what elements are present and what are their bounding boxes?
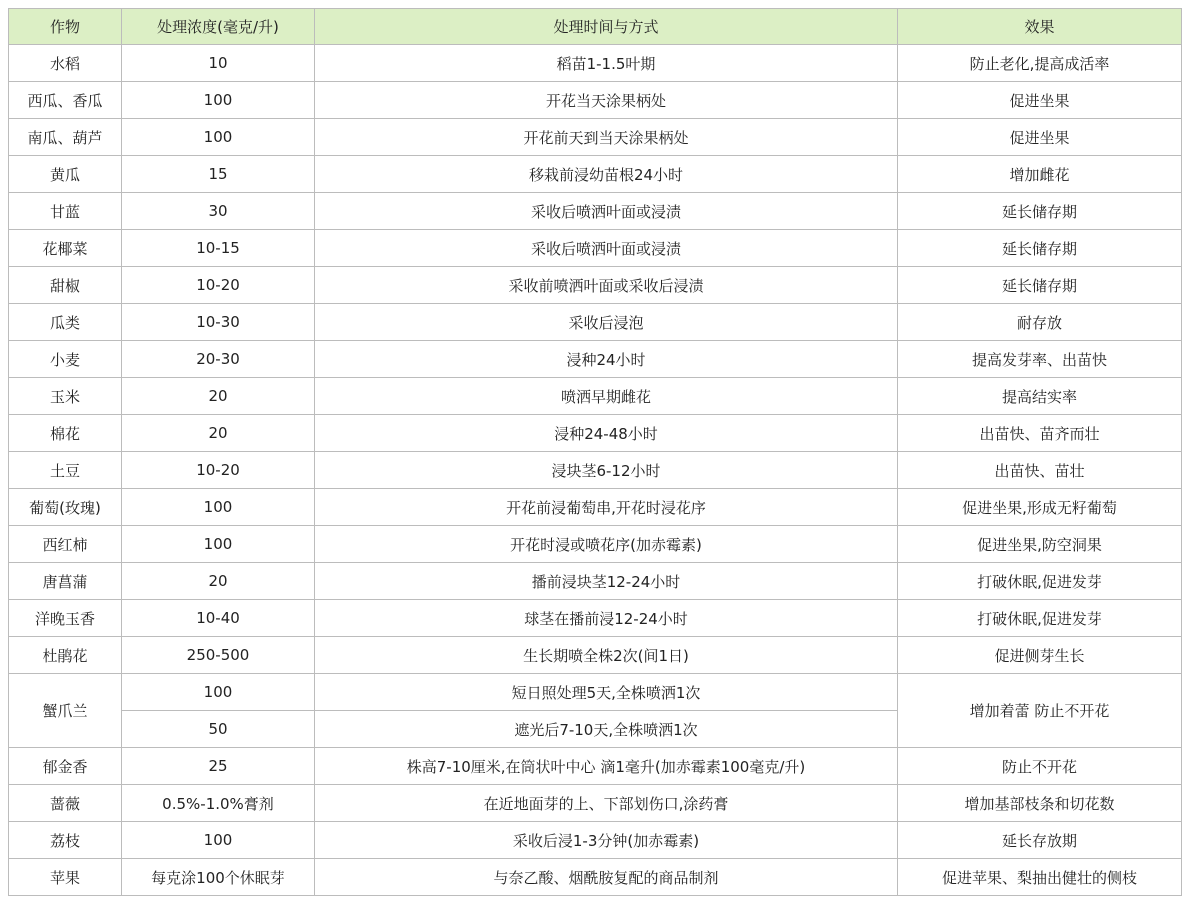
header-effect: 效果 <box>898 9 1182 45</box>
effect-cell: 促进坐果 <box>898 119 1182 156</box>
crop-cell: 荔枝 <box>9 822 122 859</box>
method-cell: 株高7-10厘米,在筒状叶中心 滴1毫升(加赤霉素100毫克/升) <box>315 748 898 785</box>
plant-regulator-table <box>8 8 1182 896</box>
table-header <box>9 9 1182 45</box>
crop-cell: 葡萄(玫瑰) <box>9 489 122 526</box>
table-row <box>9 526 1182 563</box>
crop-cell: 黄瓜 <box>9 156 122 193</box>
concentration-cell: 20 <box>122 378 315 415</box>
crop-cell: 蔷薇 <box>9 785 122 822</box>
concentration-cell: 100 <box>122 489 315 526</box>
table-row <box>9 82 1182 119</box>
effect-cell: 增加着蕾 防止不开花 <box>898 674 1182 748</box>
effect-cell: 防止老化,提高成活率 <box>898 45 1182 82</box>
table-row <box>9 230 1182 267</box>
concentration-cell: 10-15 <box>122 230 315 267</box>
method-cell: 稻苗1-1.5叶期 <box>315 45 898 82</box>
method-cell: 遮光后7-10天,全株喷洒1次 <box>315 711 898 748</box>
crop-cell: 唐菖蒲 <box>9 563 122 600</box>
effect-cell: 延长储存期 <box>898 230 1182 267</box>
method-cell: 球茎在播前浸12-24小时 <box>315 600 898 637</box>
method-cell: 移栽前浸幼苗根24小时 <box>315 156 898 193</box>
crop-cell: 花椰菜 <box>9 230 122 267</box>
table-row <box>9 785 1182 822</box>
crop-cell: 洋晚玉香 <box>9 600 122 637</box>
crop-cell: 西瓜、香瓜 <box>9 82 122 119</box>
table-row <box>9 193 1182 230</box>
method-cell: 生长期喷全株2次(间1日) <box>315 637 898 674</box>
table-row <box>9 45 1182 82</box>
method-cell: 开花前浸葡萄串,开花时浸花序 <box>315 489 898 526</box>
plant-regulator-table-container <box>8 8 1181 896</box>
crop-cell: 甘蓝 <box>9 193 122 230</box>
method-cell: 开花当天涂果柄处 <box>315 82 898 119</box>
effect-cell: 打破休眠,促进发芽 <box>898 563 1182 600</box>
method-cell: 播前浸块茎12-24小时 <box>315 563 898 600</box>
concentration-cell: 25 <box>122 748 315 785</box>
effect-cell: 促进苹果、梨抽出健壮的侧枝 <box>898 859 1182 896</box>
method-cell: 与奈乙酸、烟酰胺复配的商品制剂 <box>315 859 898 896</box>
concentration-cell: 10-40 <box>122 600 315 637</box>
concentration-cell: 20 <box>122 415 315 452</box>
effect-cell: 打破休眠,促进发芽 <box>898 600 1182 637</box>
table-row <box>9 489 1182 526</box>
crop-cell: 甜椒 <box>9 267 122 304</box>
crop-cell: 苹果 <box>9 859 122 896</box>
method-cell: 短日照处理5天,全株喷洒1次 <box>315 674 898 711</box>
crop-cell: 玉米 <box>9 378 122 415</box>
crop-cell: 水稻 <box>9 45 122 82</box>
effect-cell: 出苗快、苗壮 <box>898 452 1182 489</box>
table-row <box>9 156 1182 193</box>
crop-cell: 蟹爪兰 <box>9 674 122 748</box>
header-concentration: 处理浓度(毫克/升) <box>122 9 315 45</box>
table-row <box>9 637 1182 674</box>
crop-cell: 郁金香 <box>9 748 122 785</box>
table-row-merged <box>9 674 1182 711</box>
concentration-cell: 30 <box>122 193 315 230</box>
method-cell: 喷洒早期雌花 <box>315 378 898 415</box>
effect-cell: 延长储存期 <box>898 193 1182 230</box>
method-cell: 在近地面芽的上、下部划伤口,涂药膏 <box>315 785 898 822</box>
concentration-cell: 10 <box>122 45 315 82</box>
header-crop: 作物 <box>9 9 122 45</box>
crop-cell: 棉花 <box>9 415 122 452</box>
effect-cell: 增加基部枝条和切花数 <box>898 785 1182 822</box>
method-cell: 采收后喷洒叶面或浸渍 <box>315 230 898 267</box>
header-method: 处理时间与方式 <box>315 9 898 45</box>
crop-cell: 瓜类 <box>9 304 122 341</box>
table-row <box>9 748 1182 785</box>
method-cell: 浸种24小时 <box>315 341 898 378</box>
concentration-cell: 100 <box>122 526 315 563</box>
crop-cell: 西红柿 <box>9 526 122 563</box>
crop-cell: 杜鹃花 <box>9 637 122 674</box>
effect-cell: 出苗快、苗齐而壮 <box>898 415 1182 452</box>
table-row <box>9 119 1182 156</box>
method-cell: 开花时浸或喷花序(加赤霉素) <box>315 526 898 563</box>
effect-cell: 耐存放 <box>898 304 1182 341</box>
concentration-cell: 0.5%-1.0%膏剂 <box>122 785 315 822</box>
concentration-cell: 20-30 <box>122 341 315 378</box>
method-cell: 采收后喷洒叶面或浸渍 <box>315 193 898 230</box>
method-cell: 浸种24-48小时 <box>315 415 898 452</box>
table-row <box>9 859 1182 896</box>
table-row <box>9 563 1182 600</box>
concentration-cell: 100 <box>122 119 315 156</box>
concentration-cell: 250-500 <box>122 637 315 674</box>
effect-cell: 促进坐果,形成无籽葡萄 <box>898 489 1182 526</box>
effect-cell: 防止不开花 <box>898 748 1182 785</box>
method-cell: 开花前天到当天涂果柄处 <box>315 119 898 156</box>
concentration-cell: 10-20 <box>122 452 315 489</box>
table-row <box>9 304 1182 341</box>
table-row <box>9 267 1182 304</box>
concentration-cell: 10-30 <box>122 304 315 341</box>
concentration-cell: 50 <box>122 711 315 748</box>
crop-cell: 南瓜、葫芦 <box>9 119 122 156</box>
effect-cell: 延长储存期 <box>898 267 1182 304</box>
table-row <box>9 415 1182 452</box>
concentration-cell: 100 <box>122 822 315 859</box>
table-row <box>9 341 1182 378</box>
concentration-cell: 20 <box>122 563 315 600</box>
effect-cell: 延长存放期 <box>898 822 1182 859</box>
concentration-cell: 100 <box>122 82 315 119</box>
method-cell: 采收后浸1-3分钟(加赤霉素) <box>315 822 898 859</box>
effect-cell: 促进坐果,防空洞果 <box>898 526 1182 563</box>
effect-cell: 促进坐果 <box>898 82 1182 119</box>
table-row <box>9 600 1182 637</box>
effect-cell: 增加雌花 <box>898 156 1182 193</box>
method-cell: 采收前喷洒叶面或采收后浸渍 <box>315 267 898 304</box>
table-row <box>9 378 1182 415</box>
method-cell: 浸块茎6-12小时 <box>315 452 898 489</box>
effect-cell: 提高发芽率、出苗快 <box>898 341 1182 378</box>
concentration-cell: 每克涂100个休眠芽 <box>122 859 315 896</box>
table-body <box>9 45 1182 896</box>
header-row <box>9 9 1182 45</box>
crop-cell: 小麦 <box>9 341 122 378</box>
concentration-cell: 10-20 <box>122 267 315 304</box>
effect-cell: 促进侧芽生长 <box>898 637 1182 674</box>
crop-cell: 土豆 <box>9 452 122 489</box>
concentration-cell: 100 <box>122 674 315 711</box>
method-cell: 采收后浸泡 <box>315 304 898 341</box>
table-row <box>9 822 1182 859</box>
table-row <box>9 452 1182 489</box>
effect-cell: 提高结实率 <box>898 378 1182 415</box>
concentration-cell: 15 <box>122 156 315 193</box>
